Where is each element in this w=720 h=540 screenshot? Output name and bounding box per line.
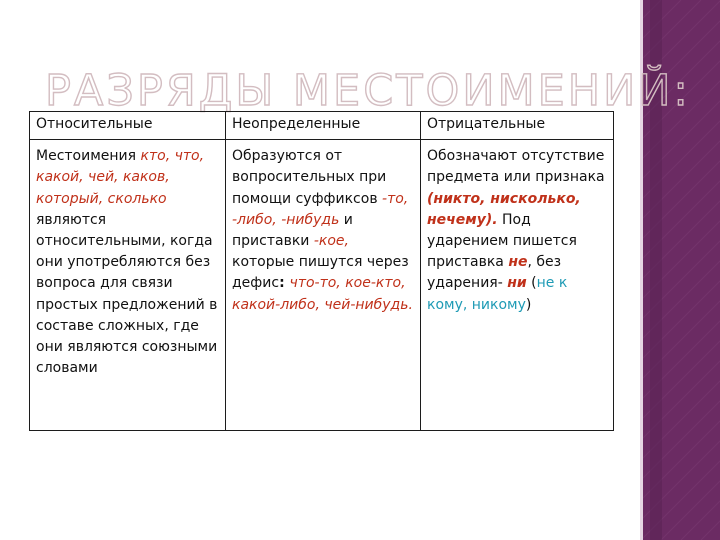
cell-text: , без ударения-	[427, 254, 562, 292]
prefix-ne: не	[508, 254, 528, 271]
cyan-examples: не к кому, никому	[427, 275, 568, 313]
header-indefinite: Неопределенные	[226, 112, 421, 140]
prefix-example: -кое,	[313, 233, 349, 250]
cell-indefinite	[226, 140, 421, 431]
table-header-row	[30, 112, 614, 140]
cell-text: (	[526, 275, 537, 292]
colon: :	[279, 275, 290, 292]
cell-negative	[421, 140, 614, 431]
cell-text: Под ударением пишется приставка	[427, 211, 577, 271]
cell-text: которые пишутся через дефис	[232, 254, 409, 292]
cell-relative	[30, 140, 226, 431]
table-row	[30, 140, 614, 431]
header-relative: Относительные	[30, 112, 226, 140]
cell-text: являются относительными, когда они употребляются без вопроса для связи простых предложений в составе сложных, где они являются союзными словами	[36, 211, 218, 377]
cell-text: Образуются от вопросительных при помощи суффиксов	[232, 148, 387, 207]
slide-title: РАЗРЯДЫ МЕСТОИМЕНИЙ:	[45, 66, 691, 116]
prefix-ni: ни	[507, 275, 527, 292]
header-negative: Отрицательные	[421, 112, 614, 140]
pronoun-examples: что-то, кое-кто, какой-либо, чей-нибудь.	[232, 275, 413, 313]
pronoun-examples: (никто, нисколько, нечему).	[427, 190, 581, 228]
suffix-examples: -то, -либо, -нибудь	[232, 190, 409, 228]
cell-text: Местоимения	[36, 148, 141, 165]
cell-text: Обозначают отсутствие предмета или признака	[427, 148, 605, 186]
cell-text: )	[525, 296, 532, 313]
pronoun-examples: кто, что, какой, чей, каков, который, сколько	[36, 148, 205, 207]
cell-text: и приставки	[232, 211, 353, 250]
pronoun-categories-table	[29, 111, 614, 431]
